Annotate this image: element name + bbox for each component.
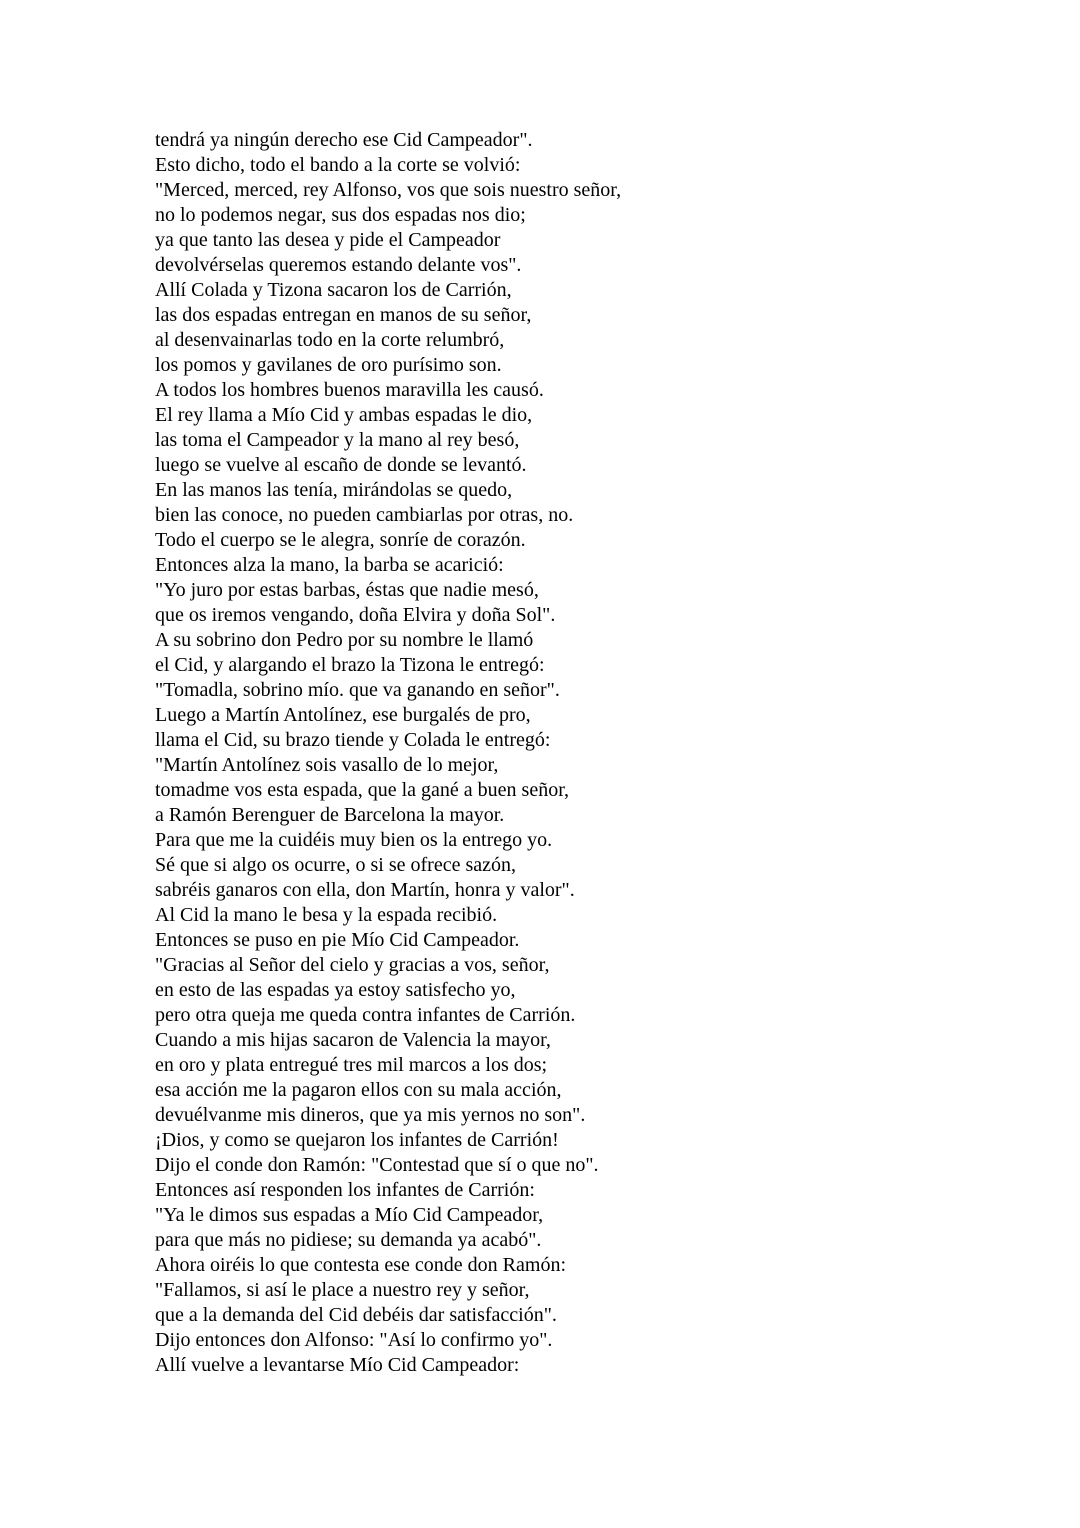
poem-line-13: las toma el Campeador y la mano al rey besó, (155, 429, 520, 451)
poem-line-6: devolvérselas queremos estando delante vos". (155, 254, 522, 276)
poem-line-16: bien las conoce, no pueden cambiarlas por otras, no. (155, 504, 574, 526)
poem-line-37: Cuando a mis hijas sacaron de Valencia la mayor, (155, 1029, 551, 1051)
poem-line-22: el Cid, y alargando el brazo la Tizona le entregó: (155, 654, 545, 676)
poem-line-33: Entonces se puso en pie Mío Cid Campeador. (155, 929, 520, 951)
poem-line-28: a Ramón Berenguer de Barcelona la mayor. (155, 804, 505, 826)
poem-line-25: llama el Cid, su brazo tiende y Colada le entregó: (155, 729, 551, 751)
poem-line-43: Entonces así responden los infantes de Carrión: (155, 1179, 535, 1201)
poem-line-35: en esto de las espadas ya estoy satisfecho yo, (155, 979, 516, 1001)
poem-line-24: Luego a Martín Antolínez, ese burgalés de pro, (155, 704, 531, 726)
poem-line-46: Ahora oiréis lo que contesta ese conde don Ramón: (155, 1254, 566, 1276)
poem-line-9: al desenvainarlas todo en la corte relumbró, (155, 329, 505, 351)
poem-line-17: Todo el cuerpo se le alegra, sonríe de corazón. (155, 529, 526, 551)
poem-line-30: Sé que si algo os ocurre, o si se ofrece sazón, (155, 854, 516, 876)
poem-line-4: no lo podemos negar, sus dos espadas nos dio; (155, 204, 526, 226)
poem-line-36: pero otra queja me queda contra infantes de Carrión. (155, 1004, 576, 1026)
poem-line-49: Dijo entonces don Alfonso: "Así lo confirmo yo". (155, 1329, 553, 1351)
poem-line-15: En las manos las tenía, mirándolas se quedo, (155, 479, 513, 501)
poem-line-7: Allí Colada y Tizona sacaron los de Carrión, (155, 279, 512, 301)
poem-line-3: "Merced, merced, rey Alfonso, vos que sois nuestro señor, (155, 179, 622, 201)
poem-text (155, 128, 621, 1378)
poem-line-45: para que más no pidiese; su demanda ya acabó". (155, 1229, 542, 1251)
poem-line-29: Para que me la cuidéis muy bien os la entrego yo. (155, 829, 553, 851)
poem-line-1: tendrá ya ningún derecho ese Cid Campeador". (155, 129, 533, 151)
poem-line-26: "Martín Antolínez sois vasallo de lo mejor, (155, 754, 499, 776)
poem-line-23: "Tomadla, sobrino mío. que va ganando en señor". (155, 679, 560, 701)
poem-line-38: en oro y plata entregué tres mil marcos a los dos; (155, 1054, 548, 1076)
poem-line-42: Dijo el conde don Ramón: "Contestad que sí o que no". (155, 1154, 599, 1176)
poem-line-10: los pomos y gavilanes de oro purísimo son. (155, 354, 502, 376)
poem-line-2: Esto dicho, todo el bando a la corte se volvió: (155, 154, 521, 176)
poem-line-34: "Gracias al Señor del cielo y gracias a vos, señor, (155, 954, 550, 976)
poem-line-21: A su sobrino don Pedro por su nombre le llamó (155, 629, 534, 651)
poem-line-50: Allí vuelve a levantarse Mío Cid Campeador: (155, 1354, 520, 1376)
poem-line-32: Al Cid la mano le besa y la espada recibió. (155, 904, 498, 926)
poem-line-41: ¡Dios, y como se quejaron los infantes de Carrión! (155, 1129, 559, 1151)
poem-line-44: "Ya le dimos sus espadas a Mío Cid Campeador, (155, 1204, 544, 1226)
poem-line-20: que os iremos vengando, doña Elvira y doña Sol". (155, 604, 556, 626)
poem-line-47: "Fallamos, si así le place a nuestro rey y señor, (155, 1279, 530, 1301)
poem-line-40: devuélvanme mis dineros, que ya mis yernos no son". (155, 1104, 586, 1126)
poem-line-18: Entonces alza la mano, la barba se acarició: (155, 554, 504, 576)
poem-line-19: "Yo juro por estas barbas, éstas que nadie mesó, (155, 579, 539, 601)
poem-line-14: luego se vuelve al escaño de donde se levantó. (155, 454, 527, 476)
poem-line-12: El rey llama a Mío Cid y ambas espadas le dio, (155, 404, 533, 426)
poem-line-27: tomadme vos esta espada, que la gané a buen señor, (155, 779, 570, 801)
poem-line-31: sabréis ganaros con ella, don Martín, honra y valor". (155, 879, 575, 901)
poem-line-8: las dos espadas entregan en manos de su señor, (155, 304, 532, 326)
poem-line-48: que a la demanda del Cid debéis dar satisfacción". (155, 1304, 557, 1326)
poem-line-5: ya que tanto las desea y pide el Campeador (155, 229, 501, 251)
poem-line-11: A todos los hombres buenos maravilla les causó. (155, 379, 544, 401)
poem-line-39: esa acción me la pagaron ellos con su mala acción, (155, 1079, 562, 1101)
